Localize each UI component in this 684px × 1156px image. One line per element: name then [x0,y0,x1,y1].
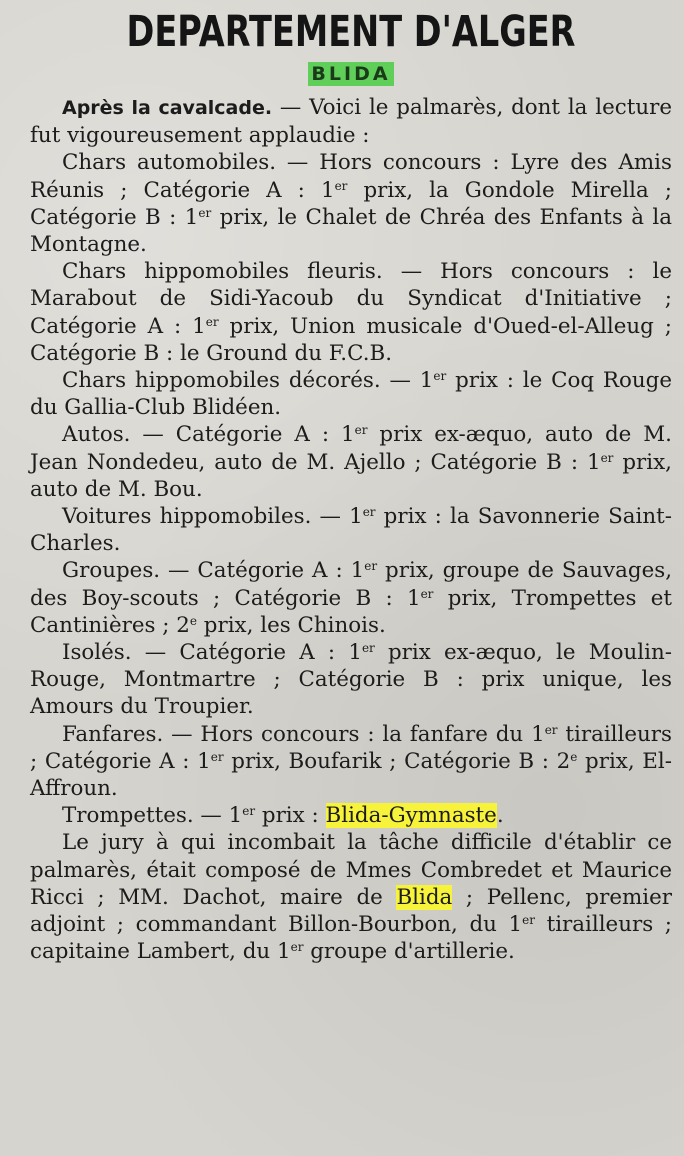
paragraph-intro: Après la cavalcade. — Voici le palmarès, dont la lecture fut vigoureusement applaudie : [30,95,672,149]
paragraph-trompettes: Trompettes. — 1er prix : Blida-Gymnaste. [62,803,504,829]
location-subhead: BLIDA [308,62,393,86]
paragraph-chars-fleuris: Chars hippomobiles fleuris. — Hors concours : le Marabout de Sidi-Yacoub du Syndicat d'Initiative ; Catégorie A : 1er prix, Union musicale d'Oued-el-Alleug ; Catégorie B : le Ground du F.C.B. [30,259,672,366]
paragraph-autos: Autos. — Catégorie A : 1er prix ex-æquo, auto de M. Jean Nondedeu, auto de M. Ajello ; Catégorie B : 1er prix, auto de M. Bou. [30,422,672,502]
paragraph-voitures: Voitures hippomobiles. — 1er prix : la Savonnerie Saint-Charles. [30,504,672,557]
paragraph-isoles: Isolés. — Catégorie A : 1er prix ex-æquo, le Moulin-Rouge, Montmartre ; Catégorie B : prix unique, les Amours du Troupier. [30,640,672,720]
paragraph-chars-decores: Chars hippomobiles décorés. — 1er prix : le Coq Rouge du Gallia-Club Blidéen. [30,368,673,421]
paragraph-fanfares: Fanfares. — Hors concours : la fanfare du 1er tirailleurs ; Catégorie A : 1er prix, Boufarik ; Catégorie B : 2e prix, El-Affroun. [30,721,672,802]
department-headline: DEPARTEMENT D'ALGER [126,7,576,57]
subhead-row [30,62,672,88]
paragraph-chars-automobiles: Chars automobiles. — Hors concours : Lyre des Amis Réunis ; Catégorie A : 1er prix, la Gondole Mirella ; Catégorie B : 1er prix, le Chalet de Chréa des Enfants à la Montagne. [30,150,672,258]
paragraph-jury: Le jury à qui incombait la tâche difficile d'établir ce palmarès, était composé de Mmes Combredet et Maurice Ricci ; MM. Dachot, maire de Blida ; Pellenc, premier adjoint ; commandant Billon-Bourbon, du 1er tirailleurs ; capitaine Lambert, du 1er groupe d'artillerie. [30,830,672,965]
paragraph-groupes: Groupes. — Catégorie A : 1er prix, groupe de Sauvages, des Boy-scouts ; Catégorie B : 1er prix, Trompettes et Cantinières ; 2e prix, les Chinois. [30,558,672,638]
highlight-blida: Blida [396,884,453,910]
article-body [30,94,672,966]
lead-title: Après la cavalcade. [62,97,273,119]
highlight-blida-gymnaste: Blida-Gymnaste [325,803,497,829]
